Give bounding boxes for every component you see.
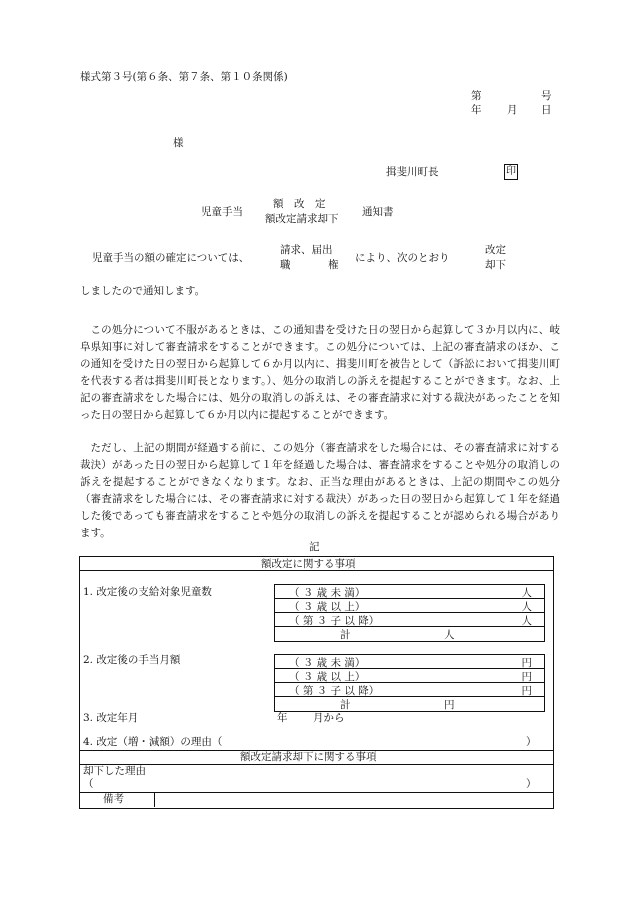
item1-label: 1. 改定後の支給対象児童数 — [83, 586, 212, 598]
sentence-result-rejected: 却下 — [485, 259, 506, 271]
heading-option-rejection: 額改定請求却下 — [265, 213, 339, 225]
number-suffix: 号 — [541, 90, 552, 102]
sentence-tail: しましたので通知します。 — [80, 285, 206, 297]
sentence-result-revised: 改定 — [485, 244, 506, 256]
form-title: 様式第３号(第６条、第７条、第１０条関係) — [80, 71, 288, 83]
section1-header: 額改定に関する事項 — [261, 558, 356, 570]
remarks-label: 備考 — [103, 793, 124, 805]
sentence-option-request: 請求、届出 — [280, 244, 333, 256]
date-year: 年 — [471, 104, 482, 116]
notice-paragraph-1: この処分について不服があるときは、この通知書を受けた日の翌日から起算して３か月以内に、岐阜県知事に対して審査請求をすることができます。この処分については、上記の審査請求のほか、この通知を受けた日の翌日から起算して６か月以内に、揖斐川町を被告として（訴訟において揖斐川町を代表する者は揖斐川町長となります。）、処分の取消しの訴えを提起することができます。なお、上記の審査請求をした場合には、処分の取消しの訴えは、その審査請求に対する裁決があったことを知った日の翌日から起算して６か月以内に提起することができます。 — [80, 324, 560, 421]
reject-reason-label: 却下した理由 — [83, 765, 146, 777]
item1-row-under3: （ ３ 歳 未 満） 人 — [289, 587, 532, 599]
item3-label: 3. 改定年月 — [83, 712, 139, 724]
item3-year: 年 — [277, 712, 288, 724]
item2-row-third-child: （ 第 ３ 子 以 降） 円 — [289, 685, 532, 697]
sentence-option-ex-officio-1: 職 — [280, 259, 291, 271]
heading-left: 児童手当 — [201, 206, 243, 218]
date-month: 月 — [507, 104, 518, 116]
item1-total-row: 計 人 — [340, 629, 455, 641]
number-prefix: 第 — [471, 90, 482, 102]
item3-month: 月から — [313, 712, 345, 724]
heading-option-revision: 額 改 定 — [273, 198, 326, 210]
date-day: 日 — [541, 104, 552, 116]
sentence-lead: 児童手当の額の確定については、 — [92, 252, 250, 264]
sentence-middle: により、次のとおり — [355, 252, 450, 264]
item1-row-over3: （ ３ 歳 以 上） 人 — [289, 601, 532, 613]
item2-total-row: 計 円 — [340, 699, 455, 711]
item2-label: 2. 改定後の手当月額 — [83, 654, 181, 666]
ki-label: 記 — [309, 541, 320, 553]
issuer-name: 揖斐川町長 — [386, 166, 439, 178]
item4-close-paren: ） — [526, 736, 537, 748]
addressee-suffix: 様 — [173, 137, 184, 149]
item2-row-under3: （ ３ 歳 未 満） 円 — [289, 657, 532, 669]
reject-open-paren: （ — [83, 778, 94, 790]
sentence-option-ex-officio-2: 権 — [328, 259, 339, 271]
heading-right: 通知書 — [362, 206, 394, 218]
item2-row-over3: （ ３ 歳 以 上） 円 — [289, 671, 532, 683]
section2-header: 額改定請求却下に関する事項 — [240, 751, 377, 763]
item1-row-third-child: （ 第 ３ 子 以 降） 人 — [289, 615, 532, 627]
reject-close-paren: ） — [526, 778, 537, 790]
item4-label: 4. 改定（増・減額）の理由（ — [83, 736, 223, 748]
seal-stamp: 印 — [504, 164, 518, 180]
notice-paragraph-2: ただし、上記の期間が経過する前に、この処分（審査請求をした場合には、その審査請求に対する裁決）があった日の翌日から起算して１年を経過した場合は、審査請求をすることや処分の取消しの訴えを提起することができなくなります。なお、正当な理由があるときは、上記の期間やこの処分（審査請求をした場合には、その審査請求に対する裁決）があった日の翌日から起算して１年を経過した後であっても審査請求をすることや処分の取消しの訴えを提起することが認められる場合があります。 — [80, 442, 560, 539]
